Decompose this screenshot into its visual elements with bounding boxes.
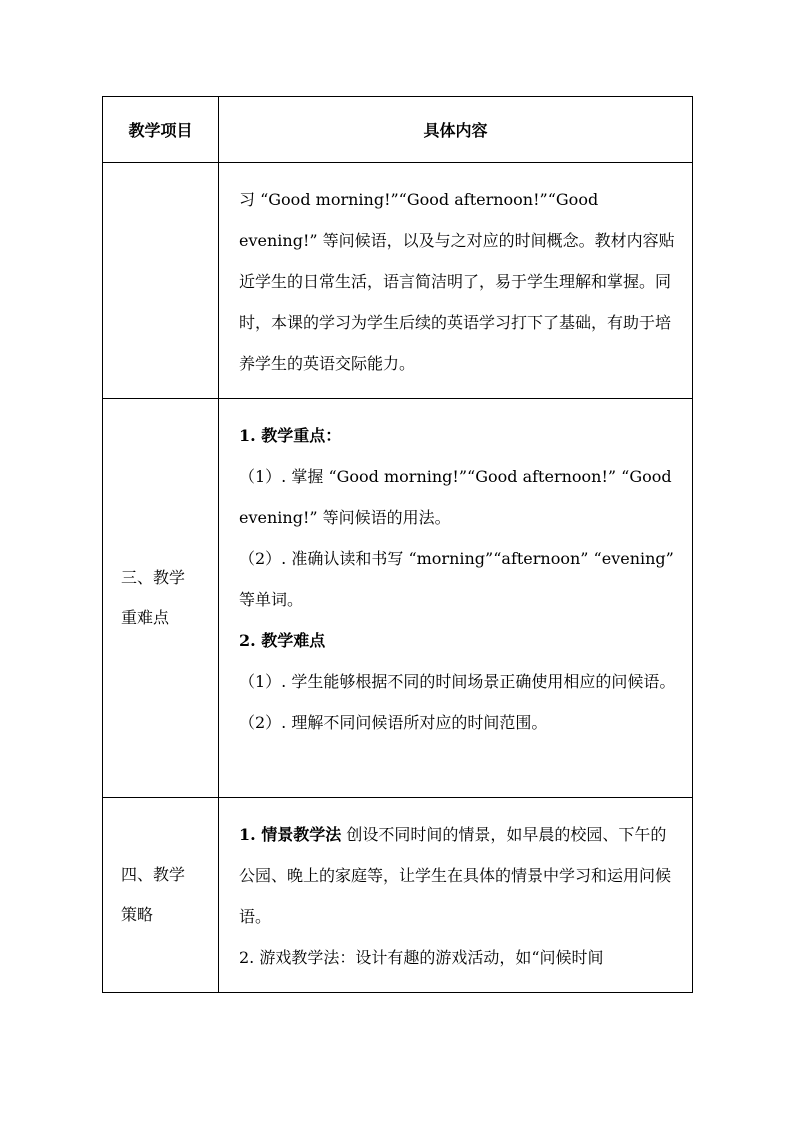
row-label bbox=[103, 399, 219, 798]
strategy-item bbox=[239, 814, 680, 937]
row-label-line: 四、教学 bbox=[121, 865, 186, 884]
strategy-text: 创设不同时间的情景，如早晨的校园、下午的公园、晚上的家庭等，让学生在具体的情景中学习和运用问候语。 bbox=[239, 825, 672, 926]
content-paragraph: 习 “Good morning!”“Good afternoon!”“Good evening!” 等问候语，以及与之对应的时间概念。教材内容贴近学生的日常生活，语言简洁明了，易于学生理解和掌握。同时，本课的学习为学生后续的英语学习打下了基础，有助于培养学生的英语交际能力。 bbox=[239, 190, 675, 373]
difficulties-heading: 2. 教学难点 bbox=[239, 631, 326, 650]
row-label-empty bbox=[103, 163, 219, 399]
table-row bbox=[103, 163, 693, 399]
header-teaching-item: 教学项目 bbox=[103, 97, 219, 163]
table-row bbox=[103, 798, 693, 993]
difficulty-item: （2）. 理解不同问候语所对应的时间范围。 bbox=[239, 713, 548, 732]
header-specific-content: 具体内容 bbox=[219, 97, 693, 163]
lesson-plan-table bbox=[102, 96, 693, 993]
key-points-heading: 1. 教学重点： bbox=[239, 426, 342, 445]
header-row bbox=[103, 97, 693, 163]
row-label-line: 重难点 bbox=[121, 608, 170, 627]
row-label bbox=[103, 798, 219, 993]
row-content bbox=[219, 798, 693, 993]
row-content bbox=[219, 399, 693, 798]
row-label-line: 三、教学 bbox=[121, 568, 186, 587]
key-point-item: （1）. 掌握 “Good morning!”“Good afternoon!” “Good evening!” 等问候语的用法。 bbox=[239, 467, 672, 527]
strategy-title: 1. 情景教学法 bbox=[239, 825, 342, 844]
strategy-item: 2. 游戏教学法：设计有趣的游戏活动，如“问候时间 bbox=[239, 948, 604, 967]
table-row bbox=[103, 399, 693, 798]
row-label-line: 策略 bbox=[121, 905, 154, 924]
key-point-item: （2）. 准确认读和书写 “morning”“afternoon” “evening” 等单词。 bbox=[239, 549, 674, 609]
difficulty-item: （1）. 学生能够根据不同的时间场景正确使用相应的问候语。 bbox=[239, 672, 676, 691]
row-content bbox=[219, 163, 693, 399]
